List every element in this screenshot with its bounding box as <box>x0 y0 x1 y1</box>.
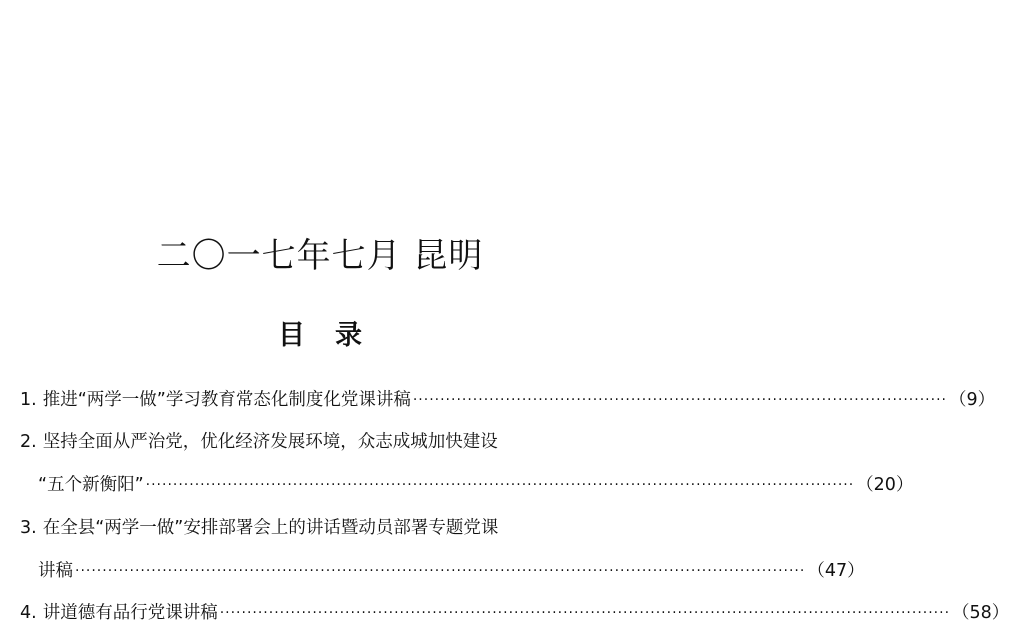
toc-entry-title-continuation: 讲稿 <box>38 561 73 581</box>
toc-entry-title: 讲道德有品行党课讲稿 <box>42 603 218 623</box>
toc-entry-page: （58） <box>952 603 1009 623</box>
toc-entry-3[interactable] <box>20 513 622 543</box>
toc-entry-2[interactable] <box>20 427 622 457</box>
toc-entry-title-continuation: “五个新衡阳” <box>38 475 144 495</box>
toc-entry-4[interactable] <box>20 598 1009 628</box>
toc-leader-dots: ·································································································· <box>412 392 947 408</box>
toc-entry-page: （9） <box>948 390 996 410</box>
toc-entry-number: 2. <box>20 432 37 452</box>
toc-entry-2-continuation[interactable] <box>38 470 914 500</box>
date-place-line: 二〇一七年七月 昆明 <box>156 236 484 276</box>
toc-entry-title: 在全县“两学一做”安排部署会上的讲话暨动员部署专题党课 <box>42 518 499 538</box>
toc-heading: 目录 <box>278 320 392 351</box>
toc-entry-number: 3. <box>20 518 37 538</box>
toc-entry-title: 推进“两学一做”学习教育常态化制度化党课讲稿 <box>42 390 411 410</box>
toc-entry-title: 坚持全面从严治党，优化经济发展环境，众志成城加快建设 <box>42 432 498 452</box>
toc-entry-3-continuation[interactable] <box>38 556 865 586</box>
toc-entry-page: （47） <box>807 561 865 581</box>
toc-leader-dots: ·································································································································· <box>145 477 855 493</box>
toc-leader-dots: ······································································································································ <box>219 605 951 621</box>
toc-entry-page: （20） <box>856 475 914 495</box>
toc-entry-number: 1. <box>20 390 37 410</box>
toc-entry-number: 4. <box>20 603 37 623</box>
toc-entry-1[interactable] <box>20 385 996 415</box>
toc-leader-dots: ······································································································································ <box>75 563 806 579</box>
